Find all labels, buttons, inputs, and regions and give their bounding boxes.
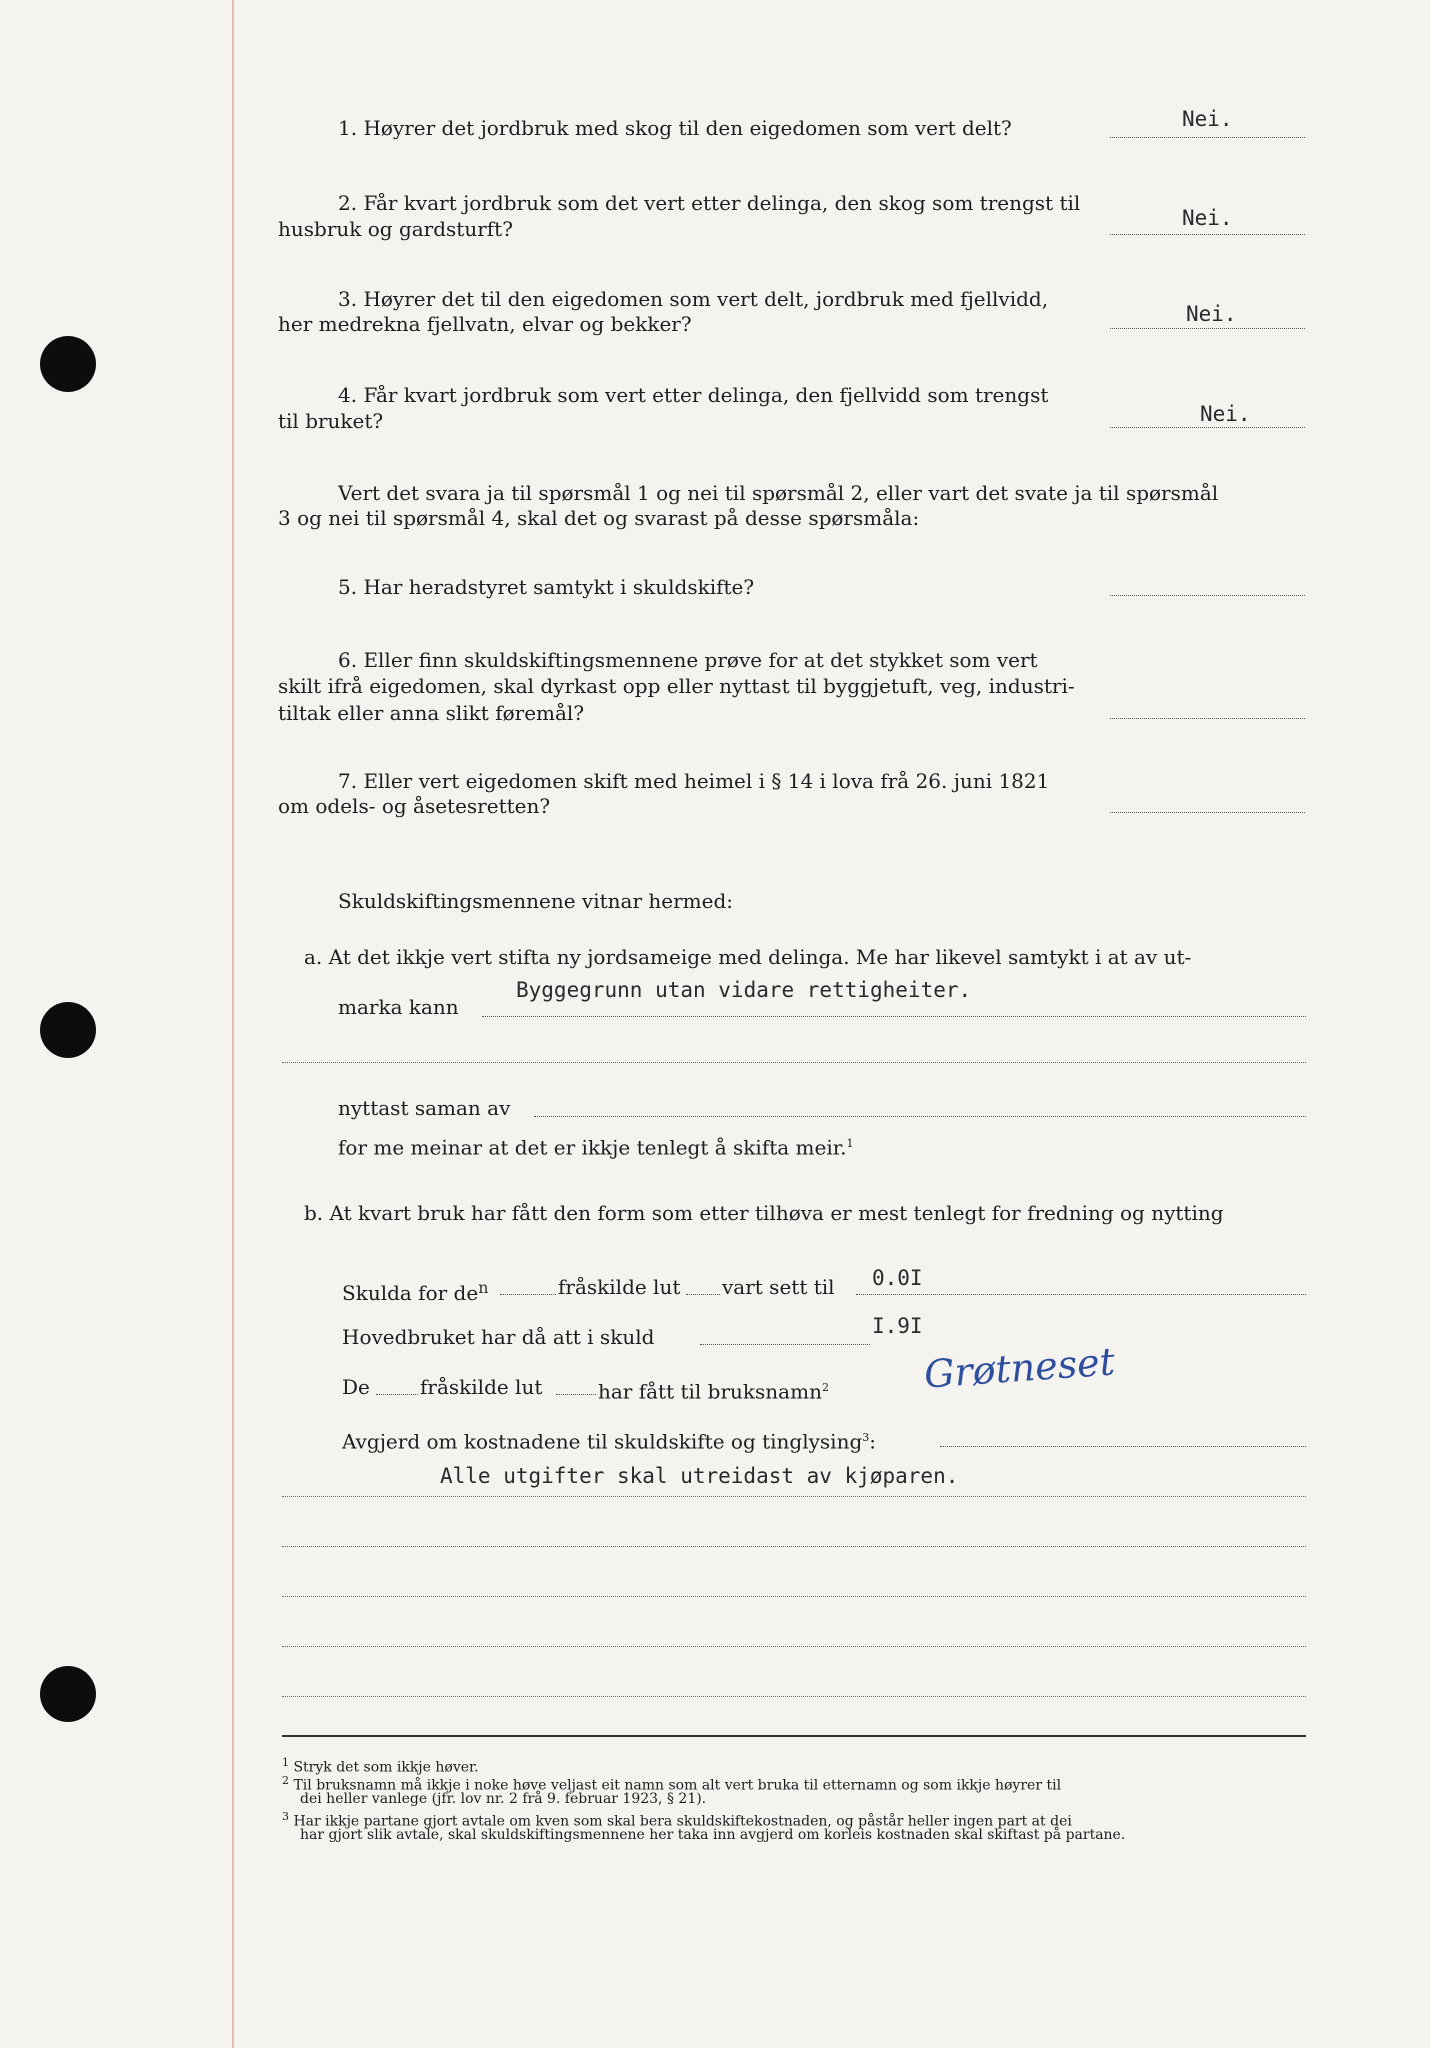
item-a-fill-line: [482, 1016, 1306, 1017]
punch-hole: [40, 336, 96, 392]
answer-2: Nei.: [1182, 206, 1233, 230]
item-a-prefix: marka kann: [338, 995, 459, 1019]
question-4-line1: 4. Får kvart jordbruk som vert etter delinga, den fjellvidd som trengst: [338, 383, 1049, 407]
question-3-line2: her medrekna fjellvatn, elvar og bekker?: [278, 312, 692, 336]
hovedbruket-value: I.9I: [872, 1314, 923, 1338]
question-6-line1: 6. Eller finn skuldskiftingsmennene prøve for at det stykket som vert: [338, 648, 1038, 672]
handwritten-bruksnamn: Grøtneset: [922, 1339, 1117, 1397]
nyttast-fill-line: [534, 1116, 1306, 1117]
blank-line: [282, 1062, 1306, 1063]
blank-line: [282, 1696, 1306, 1697]
skulda-fill-2: [686, 1294, 720, 1295]
footnote-1: $^1$ Stryk det som ikkje høver.: [282, 1756, 479, 1776]
skulda-p3: vart sett til: [722, 1275, 835, 1299]
skulda-fill-3: [856, 1294, 1306, 1295]
answer-3: Nei.: [1186, 302, 1237, 326]
punch-hole: [40, 1666, 96, 1722]
item-a-typed: Byggegrunn utan vidare rettigheiter.: [516, 978, 972, 1002]
question-6-line2: skilt ifrå eigedomen, skal dyrkast opp eller nyttast til byggjetuft, veg, industri-: [278, 674, 1075, 698]
avgjerd-wrap: Avgjerd om kostnadene til skuldskifte og tinglysing$^3$:: [342, 1429, 877, 1454]
item-a-line1: a. At det ikkje vert stifta ny jordsameige med delinga. Me har likevel samtykt i at av ut-: [304, 945, 1192, 969]
footnote-2-cont: dei heller vanlege (jfr. lov nr. 2 frå 9. februar 1923, § 21).: [300, 1791, 707, 1807]
bruksnamn-p1: De: [342, 1375, 370, 1399]
question-1: 1. Høyrer det jordbruk med skog til den eigedomen som vert delt?: [338, 116, 1012, 140]
skulda-p2: fråskilde lut: [558, 1275, 681, 1299]
punch-hole: [40, 1002, 96, 1058]
answer-line-6: [1110, 718, 1305, 719]
avgjerd-typed: Alle utgifter skal utreidast av kjøparen.: [440, 1464, 959, 1488]
answer-1: Nei.: [1182, 107, 1233, 131]
hovedbruket-fill: [700, 1344, 870, 1345]
answer-line-4: [1110, 427, 1305, 428]
question-2-line1: 2. Får kvart jordbruk som det vert etter delinga, den skog som trengst til: [338, 191, 1081, 215]
meinar-text: [338, 1130, 853, 1162]
answer-line-5: [1110, 595, 1305, 596]
item-b: b. At kvart bruk har fått den form som etter tilhøva er mest tenlegt for fredning og nytting: [304, 1201, 1224, 1225]
skulda-p1: [342, 1274, 489, 1307]
avgjerd-fill: [940, 1446, 1306, 1447]
footnote-ref-1: 1: [846, 1137, 854, 1150]
footnote-3: $^3$ Har ikkje partane gjort avtale om kven som skal bera skuldskiftekostnaden, og påstår heller ingen part at dei: [282, 1810, 1072, 1830]
question-3-line1: 3. Høyrer det til den eigedomen som vert delt, jordbruk med fjellvidd,: [338, 287, 1049, 311]
bruksnamn-fill-2: [556, 1394, 596, 1395]
footnote-rule: [282, 1735, 1306, 1737]
answer-line-2: [1110, 234, 1305, 235]
condition-line1: Vert det svara ja til spørsmål 1 og nei til spørsmål 2, eller vart det svate ja til spørsmål: [338, 481, 1219, 505]
footnote-ref-3: 3: [862, 1431, 870, 1444]
blank-line: [282, 1596, 1306, 1597]
skulda-fill-1: [500, 1294, 556, 1295]
answer-4: Nei.: [1200, 402, 1251, 426]
meinar-label: for me meinar at det er ikkje tenlegt å skifta meir.: [338, 1135, 847, 1160]
bruksnamn-p3-wrap: [598, 1374, 829, 1406]
avgjerd-label: Avgjerd om kostnadene til skuldskifte og tinglysing: [342, 1429, 863, 1454]
answer-line-7: [1110, 812, 1305, 813]
skulda-value: 0.0I: [872, 1266, 923, 1290]
bruksnamn-p2: fråskilde lut: [420, 1375, 543, 1399]
bruksnamn-fill-1: [376, 1394, 418, 1395]
question-6-line3: tiltak eller anna slikt føremål?: [278, 701, 585, 725]
skulda-prefix: Skulda for de: [342, 1281, 479, 1305]
footnote-ref-2: 2: [821, 1381, 829, 1394]
bruksnamn-p3: har fått til bruksnamn: [598, 1379, 822, 1404]
skulda-handwritten-n: n: [478, 1278, 489, 1297]
witness-heading: Skuldskiftingsmennene vitnar hermed:: [338, 889, 734, 913]
question-2-line2: husbruk og gardsturft?: [278, 217, 513, 241]
margin-line: [232, 0, 234, 2048]
question-4-line2: til bruket?: [278, 409, 384, 433]
question-7-line2: om odels- og åsetesretten?: [278, 794, 551, 818]
blank-line: [282, 1546, 1306, 1547]
condition-line2: 3 og nei til spørsmål 4, skal det og svarast på desse spørsmåla:: [278, 506, 920, 530]
answer-line-1: [1110, 137, 1305, 138]
nyttast-label: nyttast saman av: [338, 1096, 511, 1120]
blank-line: [282, 1496, 1306, 1497]
blank-line: [282, 1646, 1306, 1647]
answer-line-3: [1110, 328, 1305, 329]
question-5: 5. Har heradstyret samtykt i skuldskifte?: [338, 575, 755, 599]
hovedbruket-label: Hovedbruket har då att i skuld: [342, 1325, 655, 1349]
footnote-2: $^2$ Til bruksnamn må ikkje i noke høve veljast eit namn som alt vert bruka til etternamn og som ikkje høyrer til: [282, 1774, 1062, 1794]
footnote-3-cont: har gjort slik avtale, skal skuldskiftingsmennene her taka inn avgjerd om korleis kostnaden skal skiftast på partane.: [300, 1827, 1126, 1843]
question-7-line1: 7. Eller vert eigedomen skift med heimel i § 14 i lova frå 26. juni 1821: [338, 769, 1050, 793]
